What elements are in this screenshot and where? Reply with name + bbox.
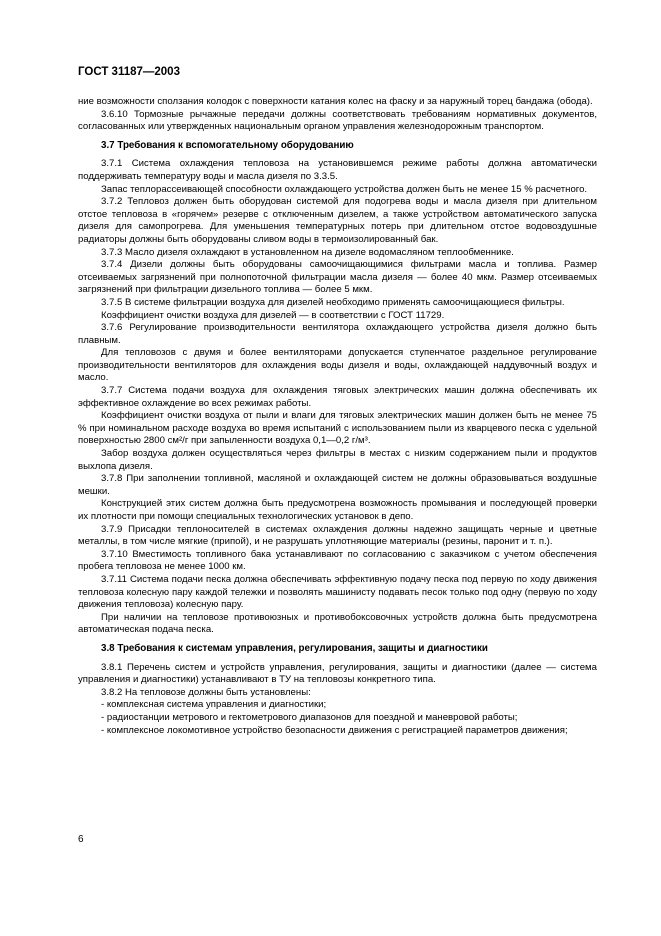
paragraph: Для тепловозов с двумя и более вентиляторами допускается ступенчатое раздельное регулирование производительности вентиляторов для охлаждения воды дизеля и воды, охлаждающей наддувочный воздух и масло. — [78, 347, 597, 384]
paragraph: ние возможности сползания колодок с поверхности катания колес на фаску и за наружный торец бандажа (обода). — [78, 96, 593, 107]
paragraph: 3.7.4 Дизели должны быть оборудованы самоочищающимися фильтрами масла и топлива. Размер отсеиваемых загрязнений при полнопоточной фильтрации масла дизеля — более 40 мкм. Размер отсеиваемых загрязнений при фильтрации дизельного топлива — более 5 мкм. — [78, 259, 597, 296]
paragraph: Запас теплорассеивающей способности охлаждающего устройства должен быть не менее 15 % расчетного. — [101, 183, 588, 195]
paragraph: При наличии на тепловозе противоюзных и противобоксовочных устройств должна быть предусмотрена автоматическая подача песка. — [78, 611, 597, 636]
section-heading: 3.8 Требования к системам управления, регулирования, защиты и диагностики — [101, 642, 488, 654]
list-item: - комплексное локомотивное устройство безопасности движения с регистрацией параметров движения; — [101, 724, 568, 736]
paragraph: 3.7.1 Система охлаждения тепловоза на установившемся режиме работы должна автоматически поддерживать температуру воды и масла дизеля по 3.3.5. — [78, 158, 597, 182]
paragraph: Коэффициент очистки воздуха для дизелей — в соответствии с ГОСТ 11729. — [101, 309, 445, 321]
paragraph: 3.7.11 Система подачи песка должна обеспечивать эффективную подачу песка под первую по ходу движения тепловоза колесную пару каждой тележки и позволять машинисту подавать песок только под одну (первую по ходу движения тепловоза) колесную пару. — [78, 573, 597, 611]
paragraph: 3.7.9 Присадки теплоносителей в системах охлаждения должны надежно защищать черные и цветные металлы, в том числе мягкие (припой), и не разрушать уплотняющие материалы (резины, паронит и т. п.). — [78, 523, 597, 548]
list-item: - комплексная система управления и диагностики; — [101, 699, 327, 711]
paragraph: 3.7.7 Система подачи воздуха для охлаждения тяговых электрических машин должна обеспечивать их эффективное охлаждение во всех режимах работы. — [78, 385, 597, 409]
list-item: - радиостанции метрового и гектометрового диапазонов для поездной и маневровой работы; — [101, 711, 518, 723]
paragraph: Забор воздуха должен осуществляться через фильтры в местах с низким содержанием пыли и продуктов выхлопа дизеля. — [78, 448, 597, 472]
paragraph: 3.7.2 Тепловоз должен быть оборудован системой для подогрева воды и масла дизеля при длительном отстое тепловоза в «горячем» резерве с отключенным дизелем, а также устройством автоматического запуска дизеля для самопрогрева. Для уменьшения температурных потерь при длительном отстое водовоздушные радиаторы должны быть оборудованы сливом воды в термоизолированный бак. — [78, 196, 597, 245]
paragraph: Конструкцией этих систем должна быть предусмотрена возможность промывания и последующей проверки их плотности при помощи специальных технологических установок в депо. — [78, 498, 597, 522]
paragraph: 3.8.2 На тепловозе должны быть установлены: — [101, 686, 311, 698]
section-heading: 3.7 Требования к вспомогательному оборудованию — [101, 139, 354, 151]
paragraph: 3.7.3 Масло дизеля охлаждают в установленном на дизеле водомасляном теплообменнике. — [101, 246, 514, 258]
paragraph: 3.7.8 При заполнении топливной, масляной и охлаждающей систем не должны образовываться воздушные мешки. — [78, 473, 597, 497]
paragraph: 3.8.1 Перечень систем и устройств управления, регулирования, защиты и диагностики (далее — система управления и диагностики) устанавливают в ТУ на тепловозы конкретного типа. — [78, 661, 597, 686]
paragraph: 3.6.10 Тормозные рычажные передачи должны соответствовать требованиям нормативных документов, согласованных или утвержденных национальным органом управления железнодорожным транспортом. — [78, 108, 597, 133]
paragraph: Коэффициент очистки воздуха от пыли и влаги для тяговых электрических машин должен быть не менее 75 % при номинальном расходе воздуха во время испытаний с использованием пыли из кварцевого песка с удельной поверхностью 2800 см²/г при запыленности воздуха 0,1—0,2 г/м³. — [78, 410, 597, 447]
paragraph: 3.7.10 Вместимость топливного бака устанавливают по согласованию с заказчиком с учетом обеспечения пробега тепловоза не менее 1000 км. — [78, 548, 597, 573]
page-header: ГОСТ 31187—2003 — [78, 66, 180, 78]
page-number: 6 — [78, 834, 84, 845]
paragraph: 3.7.5 В системе фильтрации воздуха для дизелей необходимо применять самоочищающиеся фильтры. — [101, 296, 565, 308]
document-body — [78, 96, 597, 737]
paragraph: 3.7.6 Регулирование производительности вентилятора охлаждающего устройства дизеля должно быть плавным. — [78, 322, 597, 346]
